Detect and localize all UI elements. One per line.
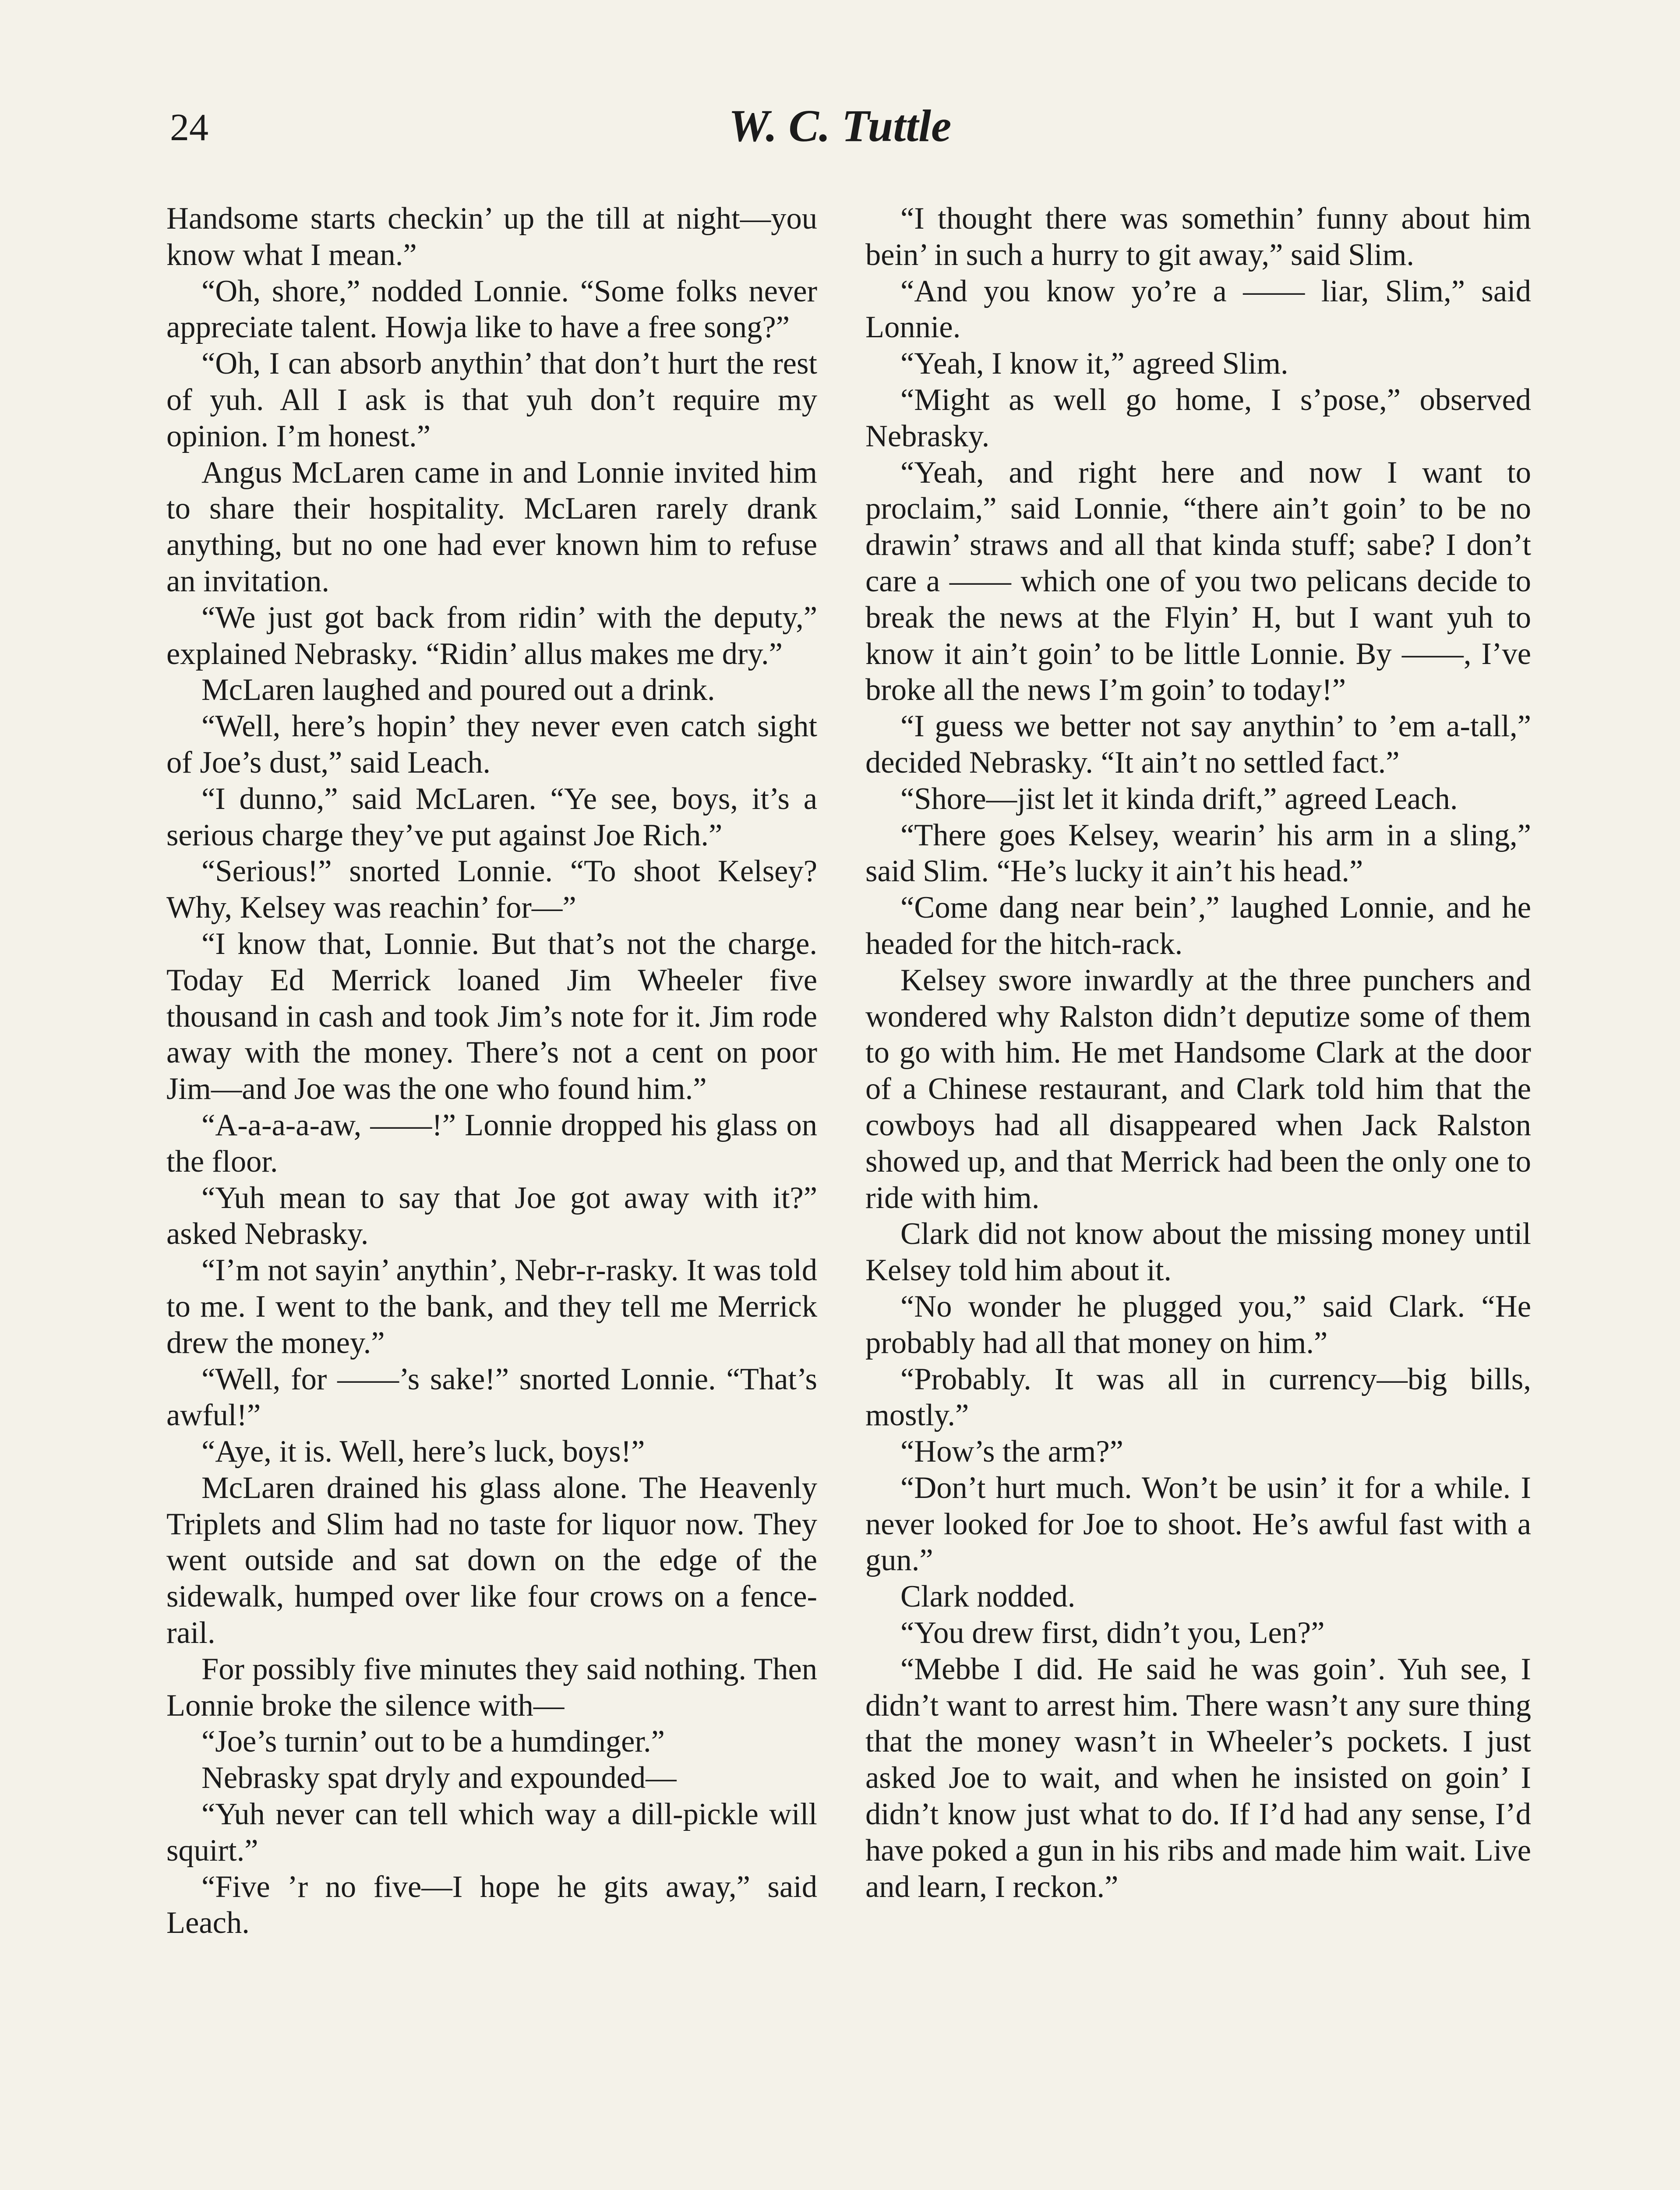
paragraph: “Oh, shore,” nodded Lonnie. “Some folks never appreciate talent. Howja like to have a free song?”: [166, 274, 817, 345]
paragraph: “Come dang near bein’,” laughed Lonnie, and he headed for the hitch-rack.: [865, 890, 1531, 961]
paragraph: “Yuh never can tell which way a dill-pickle will squirt.”: [166, 1797, 817, 1868]
right-text-column: [865, 201, 1531, 1905]
left-text-column: [166, 201, 817, 1941]
paragraph: “Joe’s turnin’ out to be a humdinger.”: [201, 1724, 665, 1759]
running-head-author: W. C. Tuttle: [728, 101, 952, 151]
paragraph: “Well, here’s hopin’ they never even catch sight of Joe’s dust,” said Leach.: [166, 709, 817, 780]
paragraph: “I know that, Lonnie. But that’s not the charge. Today Ed Merrick loaned Jim Wheeler five thousand in cash and took Jim’s note for it. Jim rode away with the money. There’s not a cent on poor Jim—and Joe was the one who found him.”: [166, 926, 817, 1106]
paragraph: “I guess we better not say anythin’ to ’em a-tall,” decided Nebrasky. “It ain’t no settled fact.”: [865, 709, 1531, 780]
paragraph: “Probably. It was all in currency—big bills, mostly.”: [865, 1362, 1531, 1433]
paragraph: Angus McLaren came in and Lonnie invited him to share their hospitality. McLaren rarely drank anything, but no one had ever known him to refuse an invitation.: [166, 455, 817, 598]
paragraph: “Shore—jist let it kinda drift,” agreed Leach.: [900, 781, 1458, 816]
page-number: 24: [170, 106, 208, 149]
paragraph: “Well, for ——’s sake!” snorted Lonnie. “That’s awful!”: [166, 1362, 817, 1433]
paragraph: “I thought there was somethin’ funny about him bein’ in such a hurry to git away,” said Slim.: [865, 201, 1531, 272]
paragraph: For possibly five minutes they said nothing. Then Lonnie broke the silence with—: [166, 1652, 817, 1723]
paragraph: Handsome starts checkin’ up the till at night—you know what I mean.”: [166, 201, 817, 272]
paragraph: “There goes Kelsey, wearin’ his arm in a sling,” said Slim. “He’s lucky it ain’t his head.”: [865, 818, 1531, 889]
paragraph: “And you know yo’re a —— liar, Slim,” said Lonnie.: [865, 274, 1531, 345]
paragraph: Clark did not know about the missing money until Kelsey told him about it.: [865, 1217, 1531, 1288]
paragraph: “Aye, it is. Well, here’s luck, boys!”: [201, 1434, 645, 1469]
paragraph: “Don’t hurt much. Won’t be usin’ it for a while. I never looked for Joe to shoot. He’s awful fast with a gun.”: [865, 1470, 1531, 1578]
paragraph: “Oh, I can absorb anythin’ that don’t hurt the rest of yuh. All I ask is that yuh don’t require my opinion. I’m honest.”: [166, 346, 817, 453]
paragraph: Nebrasky spat dryly and expounded—: [201, 1761, 677, 1795]
paragraph: “Mebbe I did. He said he was goin’. Yuh see, I didn’t want to arrest him. There wasn’t any sure thing that the money wasn’t in Wheeler’s pockets. I just asked Joe to wait, and when he insisted on goin’ I didn’t know just what to do. If I’d had any sense, I’d have poked a gun in his ribs and made him wait. Live and learn, I reckon.”: [865, 1652, 1531, 1904]
paragraph: “Five ’r no five—I hope he gits away,” said Leach.: [166, 1869, 817, 1940]
paragraph: “A-a-a-a-aw, ——!” Lonnie dropped his glass on the floor.: [166, 1108, 817, 1179]
paragraph: McLaren laughed and poured out a drink.: [201, 673, 715, 707]
paragraph: “You drew first, didn’t you, Len?”: [900, 1616, 1325, 1650]
paragraph: “How’s the arm?”: [900, 1434, 1123, 1469]
paragraph: “I dunno,” said McLaren. “Ye see, boys, it’s a serious charge they’ve put against Joe Rich.”: [166, 781, 817, 852]
paragraph: “Yeah, I know it,” agreed Slim.: [900, 346, 1288, 381]
paragraph: Clark nodded.: [900, 1579, 1076, 1614]
paragraph: “Might as well go home, I s’pose,” observed Nebrasky.: [865, 382, 1531, 453]
paragraph: “Yeah, and right here and now I want to proclaim,” said Lonnie, “there ain’t goin’ to be no drawin’ straws and all that kinda stuff; sabe? I don’t care a —— which one of you two pelicans decide to break the news at the Flyin’ H, but I want yuh to know it ain’t goin’ to be little Lonnie. By ——, I’ve broke all the news I’m goin’ to today!”: [865, 455, 1531, 707]
paragraph: “I’m not sayin’ anythin’, Nebr-r-rasky. It was told to me. I went to the bank, and they tell me Merrick drew the money.”: [166, 1253, 817, 1360]
paragraph: Kelsey swore inwardly at the three punchers and wondered why Ralston didn’t deputize some of them to go with him. He met Handsome Clark at the door of a Chinese restaurant, and Clark told him that the cowboys had all disappeared when Jack Ralston showed up, and that Merrick had been the only one to ride with him.: [865, 963, 1531, 1215]
paragraph: “Serious!” snorted Lonnie. “To shoot Kelsey? Why, Kelsey was reachin’ for—”: [166, 854, 817, 925]
paragraph: “No wonder he plugged you,” said Clark. “He probably had all that money on him.”: [865, 1289, 1531, 1360]
paragraph: “Yuh mean to say that Joe got away with it?” asked Nebrasky.: [166, 1180, 817, 1251]
paragraph: McLaren drained his glass alone. The Heavenly Triplets and Slim had no taste for liquor now. They went outside and sat down on the edge of the sidewalk, humped over like four crows on a fence-rail.: [166, 1470, 817, 1650]
paragraph: “We just got back from ridin’ with the deputy,” explained Nebrasky. “Ridin’ allus makes me dry.”: [166, 600, 817, 671]
